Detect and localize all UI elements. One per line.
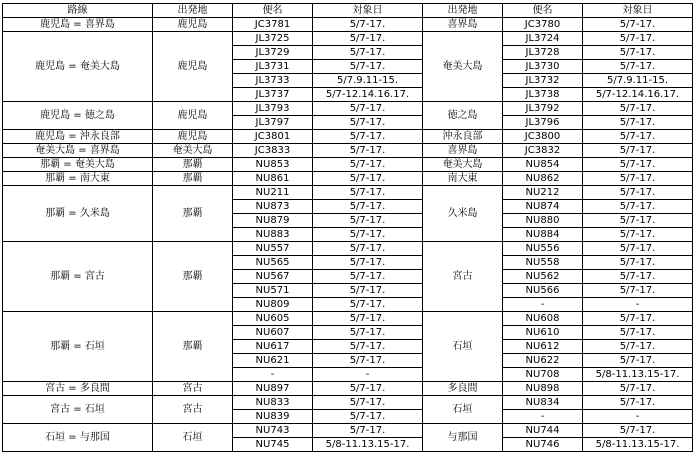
flight-outbound-cell: NU621 [233,354,313,368]
dates-outbound-cell: 5/7-17. [313,116,423,130]
dates-outbound-cell: 5/7-17. [313,130,423,144]
flight-return-cell: JL3728 [503,46,583,60]
origin-outbound-cell: 鹿児島 [153,32,233,102]
table-row [3,32,693,46]
route-cell: 那覇 = 宮古 [3,242,153,312]
route-cell: 宮古 = 石垣 [3,396,153,424]
flight-schedule-table [2,3,693,452]
flight-outbound-cell: NU809 [233,298,313,312]
route-cell: 奄美大島 = 喜界島 [3,144,153,158]
flight-return-cell: - [503,410,583,424]
dates-return-cell: 5/7-17. [583,270,693,284]
flight-outbound-cell: NU605 [233,312,313,326]
origin-return-cell: 徳之島 [423,102,503,130]
table-row [3,18,693,32]
flight-outbound-cell: JL3733 [233,74,313,88]
table-row [3,242,693,256]
dates-outbound-cell: 5/8-11.13.15-17. [313,438,423,452]
flight-return-cell: JL3724 [503,32,583,46]
flight-outbound-cell: NU839 [233,410,313,424]
dates-return-cell: 5/7-17. [583,242,693,256]
route-cell: 鹿児島 = 奄美大島 [3,32,153,102]
origin-return-cell: 南大東 [423,172,503,186]
route-cell: 鹿児島 = 沖永良部 [3,130,153,144]
flight-outbound-cell: JL3731 [233,60,313,74]
flight-return-cell: NU566 [503,284,583,298]
dates-outbound-cell: 5/7-17. [313,382,423,396]
flight-outbound-cell: JL3793 [233,102,313,116]
origin-outbound-cell: 那覇 [153,312,233,382]
flight-outbound-cell: NU853 [233,158,313,172]
dates-return-cell: 5/7-17. [583,60,693,74]
origin-outbound-cell: 鹿児島 [153,130,233,144]
table-row [3,158,693,172]
dates-return-cell: 5/7-17. [583,312,693,326]
flight-outbound-cell: JL3737 [233,88,313,102]
header-flight-outbound: 便名 [233,4,313,18]
origin-outbound-cell: 那覇 [153,158,233,172]
dates-return-cell: 5/7-17. [583,186,693,200]
flight-outbound-cell: NU557 [233,242,313,256]
table-body [3,18,693,452]
header-dates-return: 対象日 [583,4,693,18]
dates-return-cell: 5/7-17. [583,340,693,354]
dates-return-cell: 5/7-17. [583,354,693,368]
flight-return-cell: JL3730 [503,60,583,74]
table-row [3,186,693,200]
header-dates-outbound: 対象日 [313,4,423,18]
origin-outbound-cell: 宮古 [153,382,233,396]
flight-return-cell: NU556 [503,242,583,256]
dates-return-cell: 5/7-17. [583,18,693,32]
flight-outbound-cell: JL3797 [233,116,313,130]
flight-outbound-cell: NU567 [233,270,313,284]
table-row [3,102,693,116]
dates-return-cell: - [583,298,693,312]
dates-return-cell: 5/7-17. [583,130,693,144]
flight-return-cell: NU834 [503,396,583,410]
origin-return-cell: 奄美大島 [423,158,503,172]
dates-outbound-cell: 5/7-17. [313,186,423,200]
flight-outbound-cell: NU211 [233,186,313,200]
flight-return-cell: JL3738 [503,88,583,102]
flight-return-cell: NU874 [503,200,583,214]
dates-outbound-cell: 5/7-12.14.16.17. [313,88,423,102]
dates-outbound-cell: 5/7-17. [313,18,423,32]
dates-outbound-cell: 5/7-17. [313,200,423,214]
origin-return-cell: 石垣 [423,396,503,424]
flight-outbound-cell: JC3801 [233,130,313,144]
origin-return-cell: 久米島 [423,186,503,242]
dates-outbound-cell: 5/7-17. [313,270,423,284]
flight-outbound-cell: JC3833 [233,144,313,158]
table-row [3,130,693,144]
flight-return-cell: NU898 [503,382,583,396]
flight-return-cell: NU558 [503,256,583,270]
route-cell: 宮古 = 多良間 [3,382,153,396]
origin-return-cell: 沖永良部 [423,130,503,144]
dates-outbound-cell: 5/7-17. [313,326,423,340]
flight-outbound-cell: NU745 [233,438,313,452]
dates-outbound-cell: 5/7-17. [313,298,423,312]
origin-outbound-cell: 宮古 [153,396,233,424]
origin-outbound-cell: 那覇 [153,172,233,186]
flight-outbound-cell: NU883 [233,228,313,242]
origin-outbound-cell: 鹿児島 [153,18,233,32]
dates-outbound-cell: 5/7-17. [313,46,423,60]
dates-return-cell: 5/7-12.14.16.17. [583,88,693,102]
route-cell: 那覇 = 石垣 [3,312,153,382]
dates-return-cell: 5/7-17. [583,172,693,186]
flight-return-cell: NU622 [503,354,583,368]
origin-outbound-cell: 那覇 [153,242,233,312]
dates-return-cell: 5/7-17. [583,32,693,46]
flight-return-cell: JL3792 [503,102,583,116]
flight-return-cell: NU708 [503,368,583,382]
flight-return-cell: JC3832 [503,144,583,158]
dates-return-cell: 5/7-17. [583,102,693,116]
dates-outbound-cell: 5/7-17. [313,410,423,424]
dates-outbound-cell: 5/7-17. [313,214,423,228]
flight-outbound-cell: JL3725 [233,32,313,46]
flight-outbound-cell: NU743 [233,424,313,438]
dates-outbound-cell: - [313,368,423,382]
flight-outbound-cell: NU833 [233,396,313,410]
dates-outbound-cell: 5/7-17. [313,424,423,438]
dates-return-cell: 5/7-17. [583,382,693,396]
route-cell: 鹿児島 = 喜界島 [3,18,153,32]
origin-return-cell: 石垣 [423,312,503,382]
dates-outbound-cell: 5/7-17. [313,396,423,410]
dates-return-cell: 5/7.9.11-15. [583,74,693,88]
origin-return-cell: 与那国 [423,424,503,452]
dates-return-cell: 5/7-17. [583,228,693,242]
flight-return-cell: NU862 [503,172,583,186]
dates-return-cell: 5/7-17. [583,396,693,410]
origin-return-cell: 奄美大島 [423,32,503,102]
flight-outbound-cell: NU565 [233,256,313,270]
header-row [3,4,693,18]
dates-return-cell: 5/8-11.13.15-17. [583,368,693,382]
dates-outbound-cell: 5/7-17. [313,228,423,242]
flight-return-cell: NU212 [503,186,583,200]
dates-return-cell: 5/7-17. [583,46,693,60]
dates-outbound-cell: 5/7-17. [313,172,423,186]
dates-outbound-cell: 5/7.9.11-15. [313,74,423,88]
flight-outbound-cell: NU873 [233,200,313,214]
origin-return-cell: 多良間 [423,382,503,396]
dates-return-cell: 5/7-17. [583,116,693,130]
flight-return-cell: NU854 [503,158,583,172]
flight-return-cell: NU562 [503,270,583,284]
route-cell: 那覇 = 奄美大島 [3,158,153,172]
table-row [3,382,693,396]
origin-return-cell: 宮古 [423,242,503,312]
header-origin-outbound: 出発地 [153,4,233,18]
table-row [3,396,693,410]
header-flight-return: 便名 [503,4,583,18]
flight-return-cell: JC3800 [503,130,583,144]
flight-return-cell: JC3780 [503,18,583,32]
dates-outbound-cell: 5/7-17. [313,354,423,368]
table-row [3,172,693,186]
table-row [3,424,693,438]
flight-outbound-cell: JC3781 [233,18,313,32]
flight-return-cell: NU884 [503,228,583,242]
dates-return-cell: 5/7-17. [583,158,693,172]
flight-outbound-cell: NU607 [233,326,313,340]
dates-outbound-cell: 5/7-17. [313,60,423,74]
flight-return-cell: JL3796 [503,116,583,130]
flight-return-cell: NU610 [503,326,583,340]
flight-outbound-cell: NU617 [233,340,313,354]
origin-outbound-cell: 奄美大島 [153,144,233,158]
dates-outbound-cell: 5/7-17. [313,242,423,256]
dates-return-cell: - [583,410,693,424]
dates-outbound-cell: 5/7-17. [313,102,423,116]
table-row [3,312,693,326]
origin-outbound-cell: 石垣 [153,424,233,452]
flight-return-cell: NU746 [503,438,583,452]
flight-outbound-cell: NU897 [233,382,313,396]
header-origin-return: 出発地 [423,4,503,18]
flight-outbound-cell: JL3729 [233,46,313,60]
dates-return-cell: 5/7-17. [583,284,693,298]
dates-return-cell: 5/7-17. [583,326,693,340]
flight-return-cell: NU744 [503,424,583,438]
origin-return-cell: 喜界島 [423,18,503,32]
dates-outbound-cell: 5/7-17. [313,284,423,298]
route-cell: 石垣 = 与那国 [3,424,153,452]
flight-outbound-cell: - [233,368,313,382]
dates-outbound-cell: 5/7-17. [313,256,423,270]
dates-outbound-cell: 5/7-17. [313,312,423,326]
dates-return-cell: 5/7-17. [583,144,693,158]
dates-return-cell: 5/7-17. [583,256,693,270]
flight-return-cell: NU880 [503,214,583,228]
flight-return-cell: NU608 [503,312,583,326]
origin-outbound-cell: 鹿児島 [153,102,233,130]
dates-return-cell: 5/8-11.13.15-17. [583,438,693,452]
dates-outbound-cell: 5/7-17. [313,32,423,46]
header-route: 路線 [3,4,153,18]
origin-return-cell: 喜界島 [423,144,503,158]
dates-return-cell: 5/7-17. [583,424,693,438]
dates-outbound-cell: 5/7-17. [313,144,423,158]
dates-outbound-cell: 5/7-17. [313,158,423,172]
route-cell: 那覇 = 南大東 [3,172,153,186]
flight-return-cell: - [503,298,583,312]
flight-outbound-cell: NU571 [233,284,313,298]
route-cell: 那覇 = 久米島 [3,186,153,242]
table-row [3,144,693,158]
flight-return-cell: NU612 [503,340,583,354]
flight-outbound-cell: NU861 [233,172,313,186]
dates-outbound-cell: 5/7-17. [313,340,423,354]
route-cell: 鹿児島 = 徳之島 [3,102,153,130]
origin-outbound-cell: 那覇 [153,186,233,242]
dates-return-cell: 5/7-17. [583,214,693,228]
flight-return-cell: JL3732 [503,74,583,88]
dates-return-cell: 5/7-17. [583,200,693,214]
flight-outbound-cell: NU879 [233,214,313,228]
